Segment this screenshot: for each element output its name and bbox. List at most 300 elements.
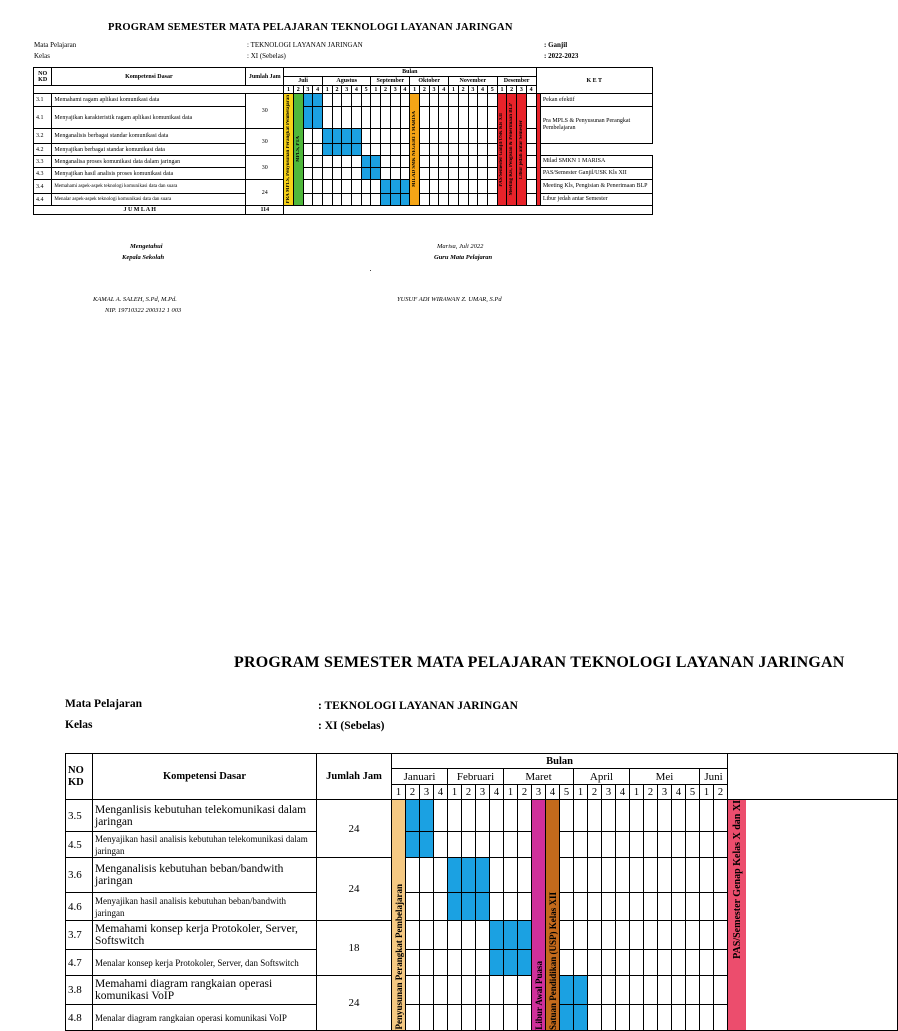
week-cell [504,976,518,1005]
week-cell [332,144,342,156]
week-cell [526,144,536,156]
week-cell [478,144,488,156]
week-cell [458,94,468,107]
week-cell [504,800,518,832]
week-cell [468,94,478,107]
week-cell [352,144,362,156]
week-number: 4 [616,785,630,800]
week-cell [644,921,658,950]
week-cell [672,1005,686,1031]
week-cell [526,107,536,129]
jam-value: 24 [246,180,284,206]
vertical-label: PAS/Semester Ganjil/USK Kls XII [499,112,505,187]
week-cell [381,156,391,168]
kd-number: 3.1 [34,94,52,107]
week-cell [434,800,448,832]
week-cell [313,129,323,144]
week-cell [381,168,391,180]
week-cell [518,950,532,976]
week-cell [560,858,574,893]
week-cell [714,832,728,858]
week-cell [313,107,323,129]
week-number: 3 [517,86,527,94]
doc2-mapel-label: Mata Pelajaran [65,698,142,710]
week-cell [420,921,434,950]
kd-text: Menganalisa proses komunikasi data dalam jaringan [52,156,246,168]
week-cell [700,858,714,893]
week-cell [616,832,630,858]
week-number: 5 [560,785,574,800]
vertical-activity-milad [410,94,420,206]
week-cell [390,144,400,156]
week-cell [602,893,616,921]
week-cell [400,94,410,107]
week-cell [313,194,323,206]
kd-number: 3.7 [66,921,93,950]
week-cell [487,107,497,129]
week-cell [462,950,476,976]
kd-text: Memahami ragam aplikasi komunikasi data [52,94,246,107]
week-number: 2 [458,86,468,94]
week-cell [658,858,672,893]
vertical-activity-mpls [293,94,303,206]
week-cell [616,858,630,893]
week-number: 1 [284,86,294,94]
vertical-label: MILAD SMK NEGERI 1 MARISA [412,111,418,188]
jam-value: 24 [317,800,392,858]
week-cell [526,129,536,144]
week-cell [672,858,686,893]
week-cell [588,832,602,858]
kd-row [66,800,898,832]
week-cell [574,950,588,976]
week-cell [406,800,420,832]
week-number: 3 [602,785,616,800]
vertical-activity-usp [546,800,560,1031]
week-cell [588,921,602,950]
doc2-program-table [65,753,898,1031]
week-number: 1 [497,86,507,94]
doc1-guru-name: YUSUF ADI WIRAWAN Z. UMAR, S.Pd [397,296,502,303]
week-cell [381,180,391,194]
week-cell [419,144,429,156]
week-cell [616,893,630,921]
week-cell [352,129,362,144]
doc1-kepsek-label: Kepala Sekolah [122,254,165,261]
vertical-activity-meeting [507,94,517,206]
week-cell [439,168,449,180]
week-cell [644,893,658,921]
kd-number: 4.7 [66,950,93,976]
week-number: 3 [420,785,434,800]
week-number: 3 [429,86,439,94]
week-number: 3 [476,785,490,800]
week-cell [352,168,362,180]
week-cell [313,94,323,107]
jumlah-value: 114 [246,206,284,215]
week-cell [560,921,574,950]
kd-row [34,168,653,180]
week-cell [462,921,476,950]
jumlah-filler [284,206,653,215]
week-cell [429,194,439,206]
week-cell [420,893,434,921]
week-cell [714,893,728,921]
week-cell [476,800,490,832]
doc1-tahun-value: : 2022-2023 [544,52,579,60]
vertical-label: Libur jedah antar Semester [518,119,524,180]
week-number: 4 [434,785,448,800]
week-cell [448,832,462,858]
vertical-label: PRA MPLS, Penyusunan Perangkat Pembelajaran [285,95,291,204]
week-cell [714,921,728,950]
week-cell [439,180,449,194]
week-cell [476,893,490,921]
week-cell [490,950,504,976]
week-cell [476,832,490,858]
kd-text: Menyajikan berbagai standar komunikasi data [52,144,246,156]
week-cell [672,950,686,976]
vertical-label: Meeting Kls, Pengisian & Penerimaan BLP [509,103,515,196]
week-cell [322,107,332,129]
week-cell [644,832,658,858]
kd-text: Menyajikan hasil analisis kebutuhan telekomunikasi dalam jaringan [93,832,317,858]
week-cell [390,129,400,144]
week-cell [406,976,420,1005]
week-cell [419,168,429,180]
week-cell [518,976,532,1005]
week-cell [560,832,574,858]
jumlah-label: J U M L A H [34,206,246,215]
week-cell [602,950,616,976]
week-cell [406,921,420,950]
week-number: 1 [448,785,462,800]
week-cell [322,180,332,194]
week-cell [644,1005,658,1031]
week-number: 2 [714,785,728,800]
week-cell [303,180,313,194]
week-cell [700,950,714,976]
week-cell [504,950,518,976]
week-cell [381,144,391,156]
week-cell [478,168,488,180]
week-number: 1 [574,785,588,800]
jam-value: 18 [317,921,392,976]
kd-text: Menganlisis kebutuhan telekomunikasi dalam jaringan [93,800,317,832]
week-cell [476,858,490,893]
week-number: 3 [342,86,352,94]
week-number: 2 [462,785,476,800]
week-cell [439,94,449,107]
week-cell [419,180,429,194]
week-cell [560,1005,574,1031]
week-cell [400,180,410,194]
week-cell [700,800,714,832]
week-cell [406,950,420,976]
week-cell [420,800,434,832]
week-cell [588,893,602,921]
kd-number: 3.6 [66,858,93,893]
week-cell [332,194,342,206]
vertical-label: PAS/Semester Genap Kelas X dan XI [731,800,743,959]
week-cell [658,1005,672,1031]
pas-genap-strip [728,800,746,1030]
week-cell [588,858,602,893]
week-cell [361,156,371,168]
week-cell [602,921,616,950]
week-number: 1 [449,86,459,94]
month-header: April [574,769,630,785]
week-cell [313,168,323,180]
week-cell [574,800,588,832]
jam-value: 30 [246,94,284,129]
week-cell [686,858,700,893]
kd-number: 4.4 [34,194,52,206]
vertical-activity-pas [497,94,507,206]
kd-number: 3.5 [66,800,93,832]
week-cell [400,107,410,129]
week-cell [352,156,362,168]
kd-text: Menganalisis kebutuhan beban/bandwith jaringan [93,858,317,893]
week-cell [602,976,616,1005]
week-cell [468,168,478,180]
week-cell [449,194,459,206]
kd-text: Memahami aspek-aspek teknologi komunikasi data dan suara [52,180,246,194]
week-cell [448,921,462,950]
week-number: 2 [293,86,303,94]
week-cell [371,180,381,194]
week-cell [487,129,497,144]
week-cell [449,156,459,168]
week-cell [478,107,488,129]
doc2-mapel-value: : TEKNOLOGI LAYANAN JARINGAN [318,700,518,712]
week-number: 1 [504,785,518,800]
week-cell [574,832,588,858]
week-cell [490,800,504,832]
week-number: 4 [490,785,504,800]
week-cell [476,1005,490,1031]
col-ket-header: K E T [536,68,652,94]
week-cell [352,194,362,206]
week-cell [420,976,434,1005]
kd-row [34,180,653,194]
kd-text: Menganalisis berbagai standar komunikasi data [52,129,246,144]
week-cell [588,1005,602,1031]
week-number: 2 [644,785,658,800]
week-cell [448,800,462,832]
week-number: 1 [392,785,406,800]
week-cell [361,129,371,144]
week-cell [429,94,439,107]
week-cell [342,168,352,180]
week-cell [439,194,449,206]
week-number: 4 [352,86,362,94]
week-cell [478,156,488,168]
week-cell [458,168,468,180]
vertical-activity-penyusunan [392,800,406,1031]
week-cell [462,800,476,832]
week-cell [390,107,400,129]
week-cell [602,800,616,832]
week-cell [630,858,644,893]
week-cell [504,832,518,858]
week-cell [560,800,574,832]
kd-row [34,144,653,156]
week-cell [313,156,323,168]
week-cell [439,107,449,129]
week-cell [448,1005,462,1031]
week-cell [332,129,342,144]
week-cell [342,156,352,168]
week-cell [371,156,381,168]
week-cell [313,144,323,156]
week-cell [616,976,630,1005]
week-cell [518,800,532,832]
week-cell [361,107,371,129]
vertical-activity-libur [517,94,527,206]
week-cell [518,858,532,893]
week-cell [700,921,714,950]
week-number: 4 [400,86,410,94]
week-cell [448,858,462,893]
week-number: 1 [371,86,381,94]
week-cell [429,180,439,194]
week-cell [371,129,381,144]
week-cell [714,976,728,1005]
week-cell [322,168,332,180]
week-cell [342,144,352,156]
doc1-semester-value: : Ganjil [544,41,568,49]
week-cell [504,921,518,950]
week-cell [371,194,381,206]
week-cell [420,832,434,858]
week-cell [342,107,352,129]
week-cell [490,1005,504,1031]
week-cell [686,1005,700,1031]
week-cell [490,976,504,1005]
doc1-kepsek-name: KAMAL A. SALEH, S.Pd, M.Pd. [93,296,177,303]
week-cell [644,950,658,976]
week-cell [658,950,672,976]
week-number: 2 [518,785,532,800]
ket-text: PAS/Semester Ganjil/USK Kls XII [540,168,652,180]
week-cell [630,832,644,858]
week-cell [449,94,459,107]
week-cell [303,129,313,144]
week-cell [303,94,313,107]
week-number: 2 [507,86,517,94]
week-cell [434,893,448,921]
week-number: 1 [322,86,332,94]
week-cell [420,950,434,976]
week-cell [700,976,714,1005]
week-cell [434,950,448,976]
week-number: 2 [406,785,420,800]
jam-value: 24 [317,976,392,1031]
week-cell [714,1005,728,1031]
vertical-label: MPLS, PTA [295,136,301,163]
week-cell [332,180,342,194]
ket-header-cell [728,754,898,800]
week-cell [448,976,462,1005]
week-number: 4 [672,785,686,800]
vertical-label: Penyusunan Perangkat Pembelajaran [393,884,404,1030]
week-cell [658,976,672,1005]
week-cell [672,832,686,858]
week-cell [352,94,362,107]
col-bulan-header: Bulan [392,754,728,769]
week-cell [504,893,518,921]
week-cell [602,832,616,858]
week-cell [462,893,476,921]
week-cell [468,156,478,168]
kd-text: Menalar konsep kerja Protokoler, Server, dan Softswitch [93,950,317,976]
week-cell [518,893,532,921]
month-header: September [371,77,410,86]
week-number: 4 [546,785,560,800]
week-cell [478,94,488,107]
week-cell [588,976,602,1005]
week-cell [686,976,700,1005]
week-cell [616,1005,630,1031]
week-cell [342,180,352,194]
week-cell [390,156,400,168]
week-cell [449,107,459,129]
week-cell [449,144,459,156]
week-cell [439,144,449,156]
week-cell [490,832,504,858]
week-cell [439,129,449,144]
week-cell [390,168,400,180]
week-cell [361,194,371,206]
week-cell [429,144,439,156]
week-cell [449,129,459,144]
doc1-mapel-label: Mata Pelajaran [34,41,77,49]
week-cell [458,107,468,129]
week-cell [371,94,381,107]
week-cell [458,156,468,168]
vertical-activity-libur_awal [532,800,546,1031]
week-cell [342,129,352,144]
week-cell [504,858,518,893]
week-cell [371,144,381,156]
week-cell [630,921,644,950]
kd-row [34,94,653,107]
week-cell [560,950,574,976]
ket-text: Pekan efektif [540,94,652,107]
week-cell [332,94,342,107]
week-cell [487,194,497,206]
week-cell [490,893,504,921]
week-cell [630,800,644,832]
week-cell [400,168,410,180]
month-header: Oktober [410,77,449,86]
month-header: Juni [700,769,728,785]
kd-row [34,194,653,206]
week-cell [490,921,504,950]
ket-text: Pra MPLS & Penyusunan Perangkat Pembelajaran [540,107,652,144]
month-header: Januari [392,769,448,785]
week-cell [672,893,686,921]
col-no-header: NO KD [66,754,93,800]
week-cell [434,1005,448,1031]
jam-value: 24 [317,858,392,921]
week-number: 1 [700,785,714,800]
week-cell [490,858,504,893]
week-cell [468,144,478,156]
week-number: 4 [313,86,323,94]
kd-text: Menyajikan karakteristik ragam aplikasi komunikasi data [52,107,246,129]
